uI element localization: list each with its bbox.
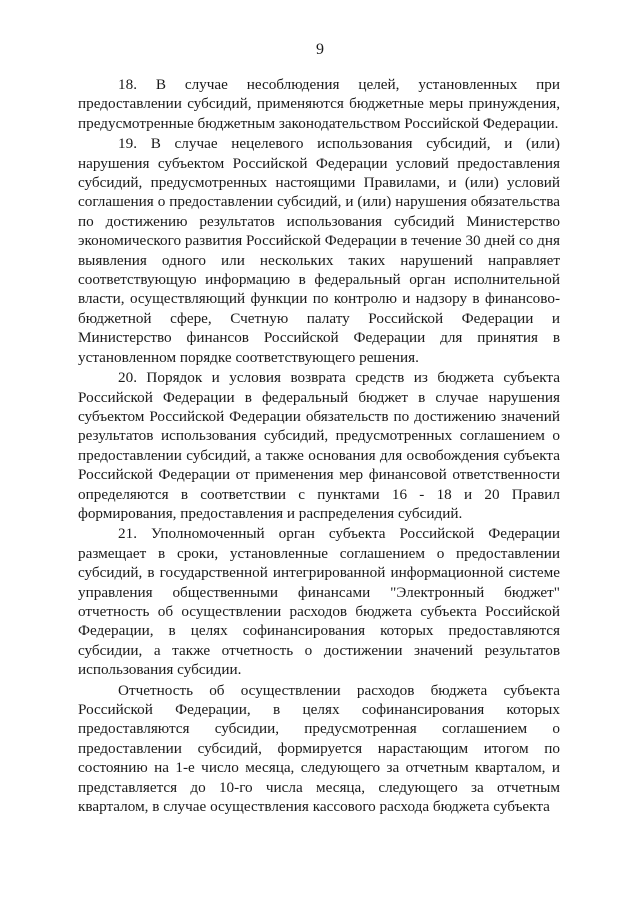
page-number: 9 <box>316 41 324 58</box>
document-body <box>78 75 560 816</box>
paragraph-21: 21. Уполномоченный орган субъекта Российской Федерации размещает в сроки, установленные соглашением о предоставлении субсидий, в государственной интегрированной информационной системе управления общественными финансами "Электронный бюджет" отчетность об осуществлении расходов бюджета субъекта Российской Федерации, в целях софинансирования которых предоставляются субсидии, а также отчетность о достижении значений результатов использования субсидии. <box>78 525 560 679</box>
paragraph-18: 18. В случае несоблюдения целей, установленных при предоставлении субсидий, применяются бюджетные меры принуждения, предусмотренные бюджетным законодательством Российской Федерации. <box>78 76 560 132</box>
paragraph-19: 19. В случае нецелевого использования субсидий, и (или) нарушения субъектом Российской Федерации условий предоставления субсидий, предусмотренных настоящими Правилами, и (или) условий соглашения о предоставлении субсидий, и (или) нарушения обязательства по достижению результатов использования субсидий Министерство экономического развития Российской Федерации в течение 30 дней со дня выявления одного или нескольких таких нарушений направляет соответствующую информацию в федеральный орган исполнительной власти, осуществляющий функции по контролю и надзору в финансово-бюджетной сфере, Счетную палату Российской Федерации и Министерство финансов Российской Федерации для принятия в установленном порядке соответствующего решения. <box>78 135 560 366</box>
paragraph-21-reporting: Отчетность об осуществлении расходов бюджета субъекта Российской Федерации, в целях софинансирования которых предоставляются субсидии, предусмотренная соглашением о предоставлении субсидий, формируется нарастающим итогом по состоянию на 1-е число месяца, следующего за отчетным кварталом, и представляется до 10-го числа месяца, следующего за отчетным кварталом, в случае осуществления кассового расхода бюджета субъекта <box>78 681 560 816</box>
paragraph-20: 20. Порядок и условия возврата средств из бюджета субъекта Российской Федерации в федеральный бюджет в случае нарушения субъектом Российской Федерации обязательств по достижению значений результатов использования субсидий, предусмотренных соглашением о предоставлении субсидий, а также основания для освобождения субъекта Российской Федерации от применения мер финансовой ответственности определяются в соответствии с пунктами 16 - 18 и 20 Правил формирования, предоставления и распределения субсидий. <box>78 369 560 522</box>
